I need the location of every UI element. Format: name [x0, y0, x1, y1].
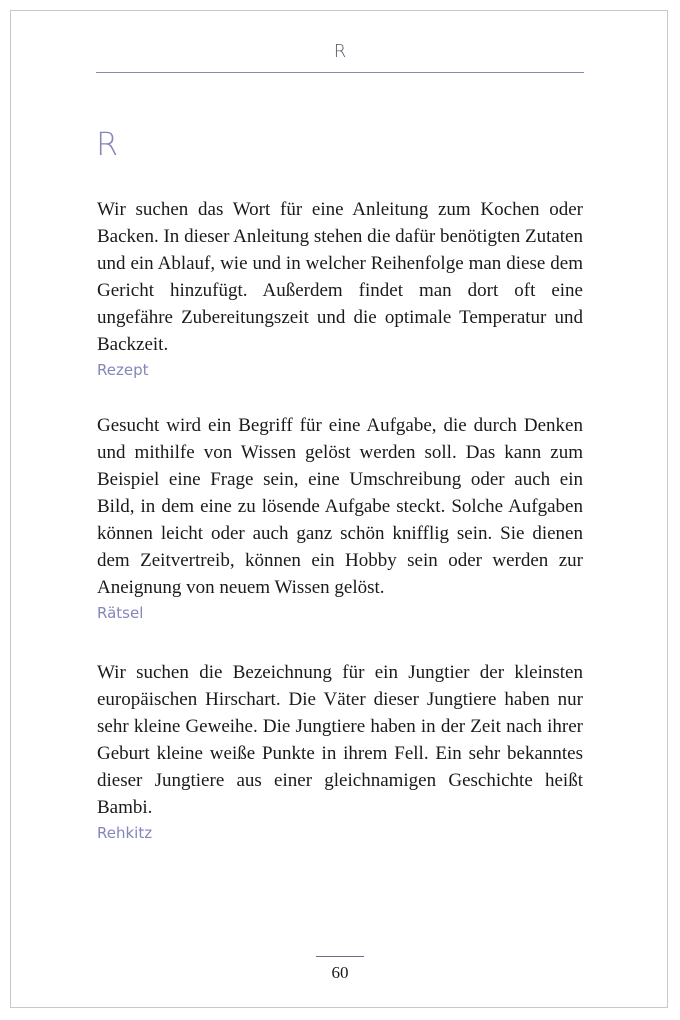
riddle-block: [97, 196, 583, 380]
riddle-answer: Rätsel: [97, 604, 144, 622]
riddle-answer: Rehkitz: [97, 824, 153, 842]
page-number: 60: [331, 963, 349, 982]
riddle-text: Wir suchen die Bezeichnung für ein Jungtier der kleinsten europäischen Hirschart. Die Väter dieser Jungtiere haben nur sehr kleine Geweihe. Die Jungtiere haben in der Zeit nach ihrer Geburt kleine weiße Punkte in ihrem Fell. Ein sehr bekanntes dieser Jungtiere aus einer gleichnamigen Geschichte heißt Bambi.: [97, 662, 583, 818]
riddle-block: [97, 659, 583, 843]
footer-rule: [316, 956, 364, 957]
riddle-text: Gesucht wird ein Begriff für eine Aufgabe, die durch Denken und mithilfe von Wissen gelöst werden soll. Das kann zum Beispiel eine Frage sein, eine Umschreibung oder auch ein Bild, in dem eine zu lösende Aufgabe steckt. Solche Aufgaben können leicht oder auch ganz schön knifflig sein. Sie dienen dem Zeitvertreib, können ein Hobby sein oder werden zur Aneignung von neuem Wissen gelöst.: [97, 415, 583, 598]
section-letter: R: [96, 125, 119, 163]
header-rule: [96, 72, 584, 73]
riddle-answer: Rezept: [97, 361, 149, 379]
running-header: R: [333, 41, 347, 62]
riddle-block: [97, 412, 583, 623]
riddle-text: Wir suchen das Wort für eine Anleitung zum Kochen oder Backen. In dieser Anleitung stehen die dafür benötigten Zutaten und ein Ablauf, wie und in welcher Reihenfolge man diese dem Gericht hinzufügt. Außerdem findet man dort oft eine ungefähre Zubereitungszeit und die optimale Temperatur und Backzeit.: [97, 199, 583, 355]
